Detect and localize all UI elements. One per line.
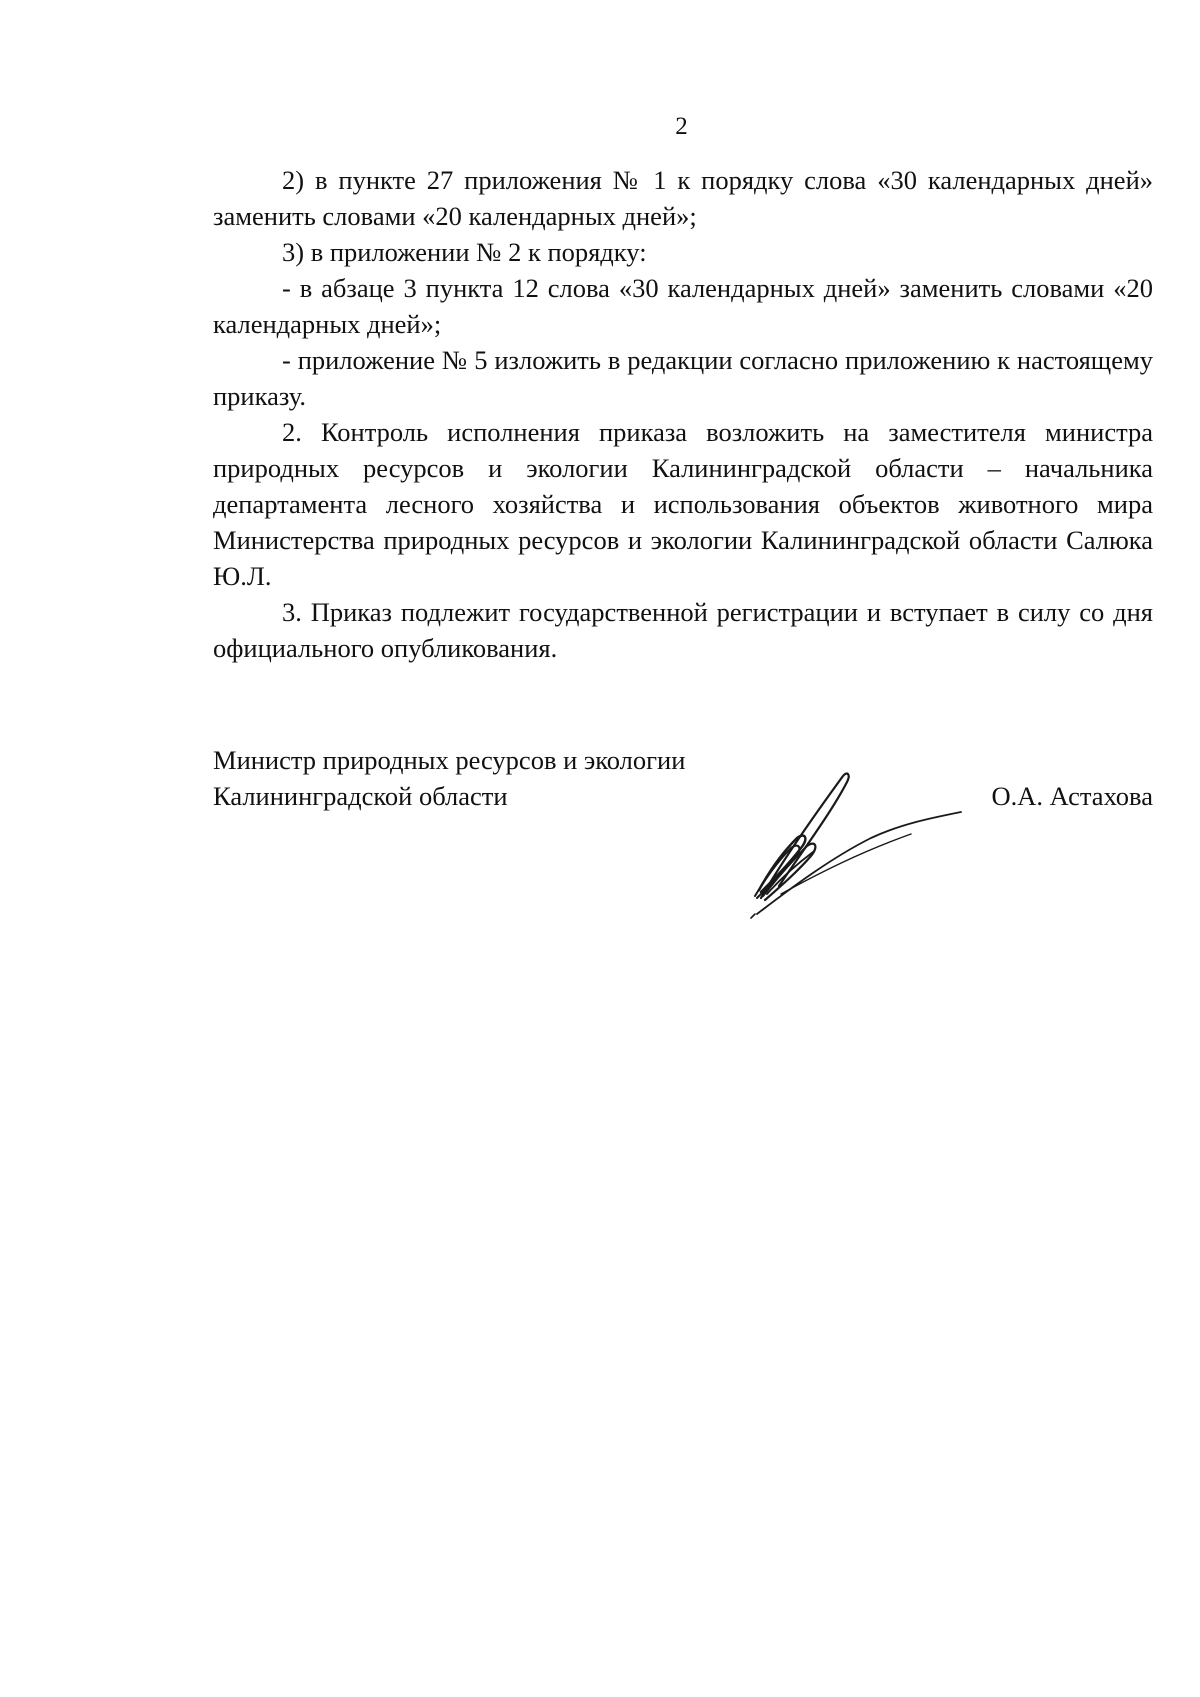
paragraph-control-execution: 2. Контроль исполнения приказа возложить на заместителя министра природных ресурсов и экологии Калининградской области – начальника департамента лесного хозяйства и использования объектов животного мира Министерства природных ресурсов и экологии Калининградской области Салюка Ю.Л. bbox=[213, 417, 1153, 591]
signatory-name: О.А. Астахова bbox=[991, 781, 1153, 811]
signature-block bbox=[213, 742, 1153, 942]
signatory-title-line-2: Калининградской области bbox=[213, 781, 508, 811]
signatory-title-line-1: Министр природных ресурсов и экологии bbox=[213, 745, 686, 775]
paragraph-amendment-appendix-1: 2) в пункте 27 приложения № 1 к порядку слова «30 календарных дней» заменить словами «20 календарных дней»; bbox=[213, 165, 1153, 231]
signatory-title bbox=[213, 742, 685, 814]
document-body bbox=[213, 162, 1153, 666]
handwritten-signature bbox=[721, 768, 981, 928]
page-number: 2 bbox=[675, 113, 688, 140]
paragraph-registration-effect: 3. Приказ подлежит государственной регистрации и вступает в силу со дня официального опубликования. bbox=[213, 597, 1153, 663]
paragraph-appendix-2-item-12: - в абзаце 3 пункта 12 слова «30 календарных дней» заменить словами «20 календарных дней»; bbox=[213, 273, 1153, 339]
paragraph-appendix-5-edition: - приложение № 5 изложить в редакции согласно приложению к настоящему приказу. bbox=[213, 345, 1153, 411]
paragraph-appendix-2-heading: 3) в приложении № 2 к порядку: bbox=[282, 237, 647, 267]
